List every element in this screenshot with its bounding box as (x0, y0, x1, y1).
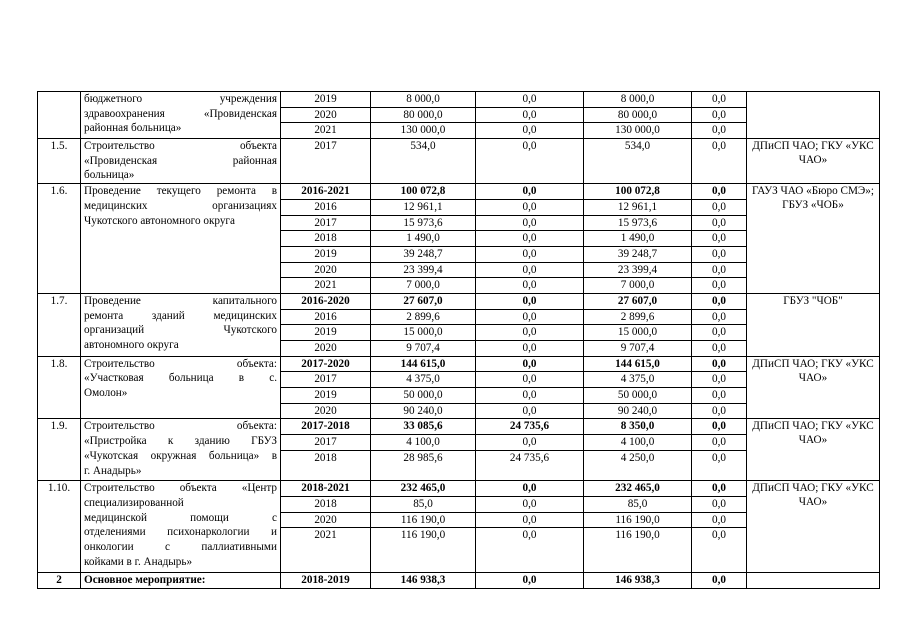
description-line: медицинских организациях (84, 199, 277, 212)
description-line: «Чукотская окружная больница» в (84, 449, 277, 462)
regional-cell: 4 250,0 (584, 450, 692, 480)
table-row (38, 573, 880, 589)
description-line: койками в г. Анадырь» (84, 555, 193, 568)
period-cell: 2021 (281, 123, 371, 139)
period-cell: 2021 (281, 528, 371, 573)
description-line: отделениями психонаркологии и (84, 526, 277, 539)
table-row (38, 481, 880, 497)
period-cell: 2019 (281, 325, 371, 341)
total-cell: 39 248,7 (371, 246, 476, 262)
description-line: автономного округа (84, 339, 179, 352)
period-cell: 2016 (281, 199, 371, 215)
other-cell: 0,0 (692, 184, 747, 200)
description-line: бюджетного учреждения (84, 93, 277, 105)
total-cell: 12 961,1 (371, 199, 476, 215)
federal-cell: 0,0 (476, 246, 584, 262)
federal-cell: 0,0 (476, 341, 584, 357)
item-number: 2 (38, 573, 81, 589)
other-cell: 0,0 (692, 450, 747, 480)
other-cell: 0,0 (692, 293, 747, 309)
period-cell: 2020 (281, 403, 371, 419)
regional-cell: 15 973,6 (584, 215, 692, 231)
federal-cell: 0,0 (476, 372, 584, 388)
period-cell: 2016 (281, 309, 371, 325)
regional-cell: 8 350,0 (584, 419, 692, 435)
federal-cell: 0,0 (476, 435, 584, 451)
responsible-cell: ГБУЗ "ЧОБ" (747, 293, 880, 356)
regional-cell: 15 000,0 (584, 325, 692, 341)
responsible-cell (747, 573, 880, 589)
description-line: организаций Чукотского (84, 324, 277, 337)
other-cell: 0,0 (692, 215, 747, 231)
description-line: специализированной (84, 496, 184, 509)
total-cell: 1 490,0 (371, 231, 476, 247)
period-cell: 2019 (281, 92, 371, 108)
description-line: районная больница» (84, 122, 182, 135)
total-cell: 130 000,0 (371, 123, 476, 139)
item-description (81, 184, 281, 294)
other-cell: 0,0 (692, 372, 747, 388)
description-line: Строительство объекта «Центр (84, 482, 277, 495)
other-cell: 0,0 (692, 356, 747, 372)
regional-cell: 8 000,0 (584, 92, 692, 108)
total-cell: 4 375,0 (371, 372, 476, 388)
total-cell: 80 000,0 (371, 107, 476, 123)
item-number: 1.5. (38, 139, 81, 184)
period-cell: 2021 (281, 278, 371, 294)
period-cell: 2020 (281, 262, 371, 278)
regional-cell: 116 190,0 (584, 512, 692, 528)
regional-cell: 100 072,8 (584, 184, 692, 200)
item-number (38, 92, 81, 139)
total-cell: 146 938,3 (371, 573, 476, 589)
responsible-cell: ДПиСП ЧАО; ГКУ «УКС ЧАО» (747, 481, 880, 573)
item-description (81, 481, 281, 573)
description-line: Строительство объекта (84, 140, 277, 153)
other-cell: 0,0 (692, 325, 747, 341)
period-cell: 2016-2020 (281, 293, 371, 309)
other-cell: 0,0 (692, 246, 747, 262)
regional-cell: 2 899,6 (584, 309, 692, 325)
period-cell: 2017-2018 (281, 419, 371, 435)
regional-cell: 144 615,0 (584, 356, 692, 372)
total-cell: 23 399,4 (371, 262, 476, 278)
federal-cell: 0,0 (476, 325, 584, 341)
description-line: «Пристройка к зданию ГБУЗ (84, 435, 277, 448)
federal-cell: 0,0 (476, 293, 584, 309)
other-cell: 0,0 (692, 481, 747, 497)
federal-cell: 0,0 (476, 403, 584, 419)
other-cell: 0,0 (692, 309, 747, 325)
responsible-cell: ГАУЗ ЧАО «Бюро СМЭ»; ГБУЗ «ЧОБ» (747, 184, 880, 294)
item-description (81, 293, 281, 356)
total-cell: 2 899,6 (371, 309, 476, 325)
item-description (81, 92, 281, 139)
regional-cell: 80 000,0 (584, 107, 692, 123)
regional-cell: 50 000,0 (584, 388, 692, 404)
other-cell: 0,0 (692, 262, 747, 278)
regional-cell: 23 399,4 (584, 262, 692, 278)
period-cell: 2017 (281, 139, 371, 184)
period-cell: 2020 (281, 341, 371, 357)
total-cell: 27 607,0 (371, 293, 476, 309)
regional-cell: 534,0 (584, 139, 692, 184)
federal-cell: 24 735,6 (476, 419, 584, 435)
table-row (38, 184, 880, 200)
other-cell: 0,0 (692, 107, 747, 123)
period-cell: 2017-2020 (281, 356, 371, 372)
period-cell: 2020 (281, 512, 371, 528)
item-number: 1.8. (38, 356, 81, 419)
item-number: 1.6. (38, 184, 81, 294)
regional-cell: 7 000,0 (584, 278, 692, 294)
total-cell: 232 465,0 (371, 481, 476, 497)
period-cell: 2018 (281, 231, 371, 247)
period-cell: 2017 (281, 372, 371, 388)
other-cell: 0,0 (692, 123, 747, 139)
regional-cell: 27 607,0 (584, 293, 692, 309)
regional-cell: 85,0 (584, 496, 692, 512)
item-description (81, 139, 281, 184)
description-line: Чукотского автономного округа (84, 214, 235, 227)
regional-cell: 116 190,0 (584, 528, 692, 573)
total-cell: 90 240,0 (371, 403, 476, 419)
responsible-cell: ДПиСП ЧАО; ГКУ «УКС ЧАО» (747, 419, 880, 481)
period-cell: 2018 (281, 450, 371, 480)
item-description (81, 573, 281, 589)
description-line: «Провиденская районная (84, 154, 277, 167)
budget-table (37, 91, 880, 589)
table-row (38, 139, 880, 184)
description-line: здравоохранения «Провиденская (84, 107, 277, 120)
total-cell: 100 072,8 (371, 184, 476, 200)
total-cell: 144 615,0 (371, 356, 476, 372)
federal-cell: 0,0 (476, 184, 584, 200)
period-cell: 2017 (281, 215, 371, 231)
table-row (38, 419, 880, 435)
total-cell: 85,0 (371, 496, 476, 512)
total-cell: 534,0 (371, 139, 476, 184)
regional-cell: 90 240,0 (584, 403, 692, 419)
table-row (38, 356, 880, 372)
item-number: 1.7. (38, 293, 81, 356)
other-cell: 0,0 (692, 231, 747, 247)
other-cell: 0,0 (692, 528, 747, 573)
description-line: «Участковая больница в с. (84, 372, 277, 385)
total-cell: 33 085,6 (371, 419, 476, 435)
total-cell: 50 000,0 (371, 388, 476, 404)
federal-cell: 0,0 (476, 512, 584, 528)
table-row (38, 293, 880, 309)
federal-cell: 0,0 (476, 107, 584, 123)
period-cell: 2020 (281, 107, 371, 123)
responsible-cell (747, 92, 880, 139)
period-cell: 2018-2019 (281, 573, 371, 589)
other-cell: 0,0 (692, 341, 747, 357)
federal-cell: 0,0 (476, 388, 584, 404)
total-cell: 4 100,0 (371, 435, 476, 451)
description-line: Строительство объекта: (84, 420, 277, 433)
responsible-cell: ДПиСП ЧАО; ГКУ «УКС ЧАО» (747, 139, 880, 184)
federal-cell: 0,0 (476, 139, 584, 184)
total-cell: 15 000,0 (371, 325, 476, 341)
period-cell: 2019 (281, 388, 371, 404)
description-line: г. Анадырь» (84, 464, 142, 477)
other-cell: 0,0 (692, 419, 747, 435)
description-line: онкологии с паллиативными (84, 540, 277, 553)
period-cell: 2017 (281, 435, 371, 451)
regional-cell: 4 375,0 (584, 372, 692, 388)
regional-cell: 9 707,4 (584, 341, 692, 357)
regional-cell: 12 961,1 (584, 199, 692, 215)
description-line: Строительство объекта: (84, 357, 277, 370)
federal-cell: 0,0 (476, 215, 584, 231)
other-cell: 0,0 (692, 573, 747, 589)
item-description (81, 419, 281, 481)
description-line: Проведение текущего ремонта в (84, 185, 277, 198)
federal-cell: 0,0 (476, 123, 584, 139)
period-cell: 2018 (281, 496, 371, 512)
regional-cell: 4 100,0 (584, 435, 692, 451)
description-line: Основное мероприятие: (84, 574, 206, 587)
table-body (38, 92, 880, 589)
federal-cell: 0,0 (476, 231, 584, 247)
total-cell: 15 973,6 (371, 215, 476, 231)
item-number: 1.10. (38, 481, 81, 573)
other-cell: 0,0 (692, 199, 747, 215)
other-cell: 0,0 (692, 435, 747, 451)
federal-cell: 0,0 (476, 278, 584, 294)
other-cell: 0,0 (692, 92, 747, 108)
total-cell: 8 000,0 (371, 92, 476, 108)
total-cell: 28 985,6 (371, 450, 476, 480)
other-cell: 0,0 (692, 403, 747, 419)
description-line: Омолон» (84, 387, 128, 400)
other-cell: 0,0 (692, 388, 747, 404)
other-cell: 0,0 (692, 278, 747, 294)
federal-cell: 24 735,6 (476, 450, 584, 480)
regional-cell: 39 248,7 (584, 246, 692, 262)
other-cell: 0,0 (692, 496, 747, 512)
total-cell: 7 000,0 (371, 278, 476, 294)
federal-cell: 0,0 (476, 496, 584, 512)
regional-cell: 1 490,0 (584, 231, 692, 247)
table-row (38, 92, 880, 108)
period-cell: 2019 (281, 246, 371, 262)
other-cell: 0,0 (692, 512, 747, 528)
federal-cell: 0,0 (476, 356, 584, 372)
federal-cell: 0,0 (476, 92, 584, 108)
total-cell: 9 707,4 (371, 341, 476, 357)
federal-cell: 0,0 (476, 309, 584, 325)
item-number: 1.9. (38, 419, 81, 481)
period-cell: 2018-2021 (281, 481, 371, 497)
total-cell: 116 190,0 (371, 512, 476, 528)
federal-cell: 0,0 (476, 481, 584, 497)
period-cell: 2016-2021 (281, 184, 371, 200)
description-line: ремонта зданий медицинских (84, 309, 277, 322)
description-line: Проведение капитального (84, 294, 277, 307)
responsible-cell: ДПиСП ЧАО; ГКУ «УКС ЧАО» (747, 356, 880, 419)
federal-cell: 0,0 (476, 199, 584, 215)
regional-cell: 146 938,3 (584, 573, 692, 589)
description-line: больница» (84, 169, 135, 182)
regional-cell: 232 465,0 (584, 481, 692, 497)
description-line: медицинской помощи с (84, 511, 277, 524)
federal-cell: 0,0 (476, 528, 584, 573)
regional-cell: 130 000,0 (584, 123, 692, 139)
federal-cell: 0,0 (476, 573, 584, 589)
federal-cell: 0,0 (476, 262, 584, 278)
total-cell: 116 190,0 (371, 528, 476, 573)
other-cell: 0,0 (692, 139, 747, 184)
item-description (81, 356, 281, 419)
